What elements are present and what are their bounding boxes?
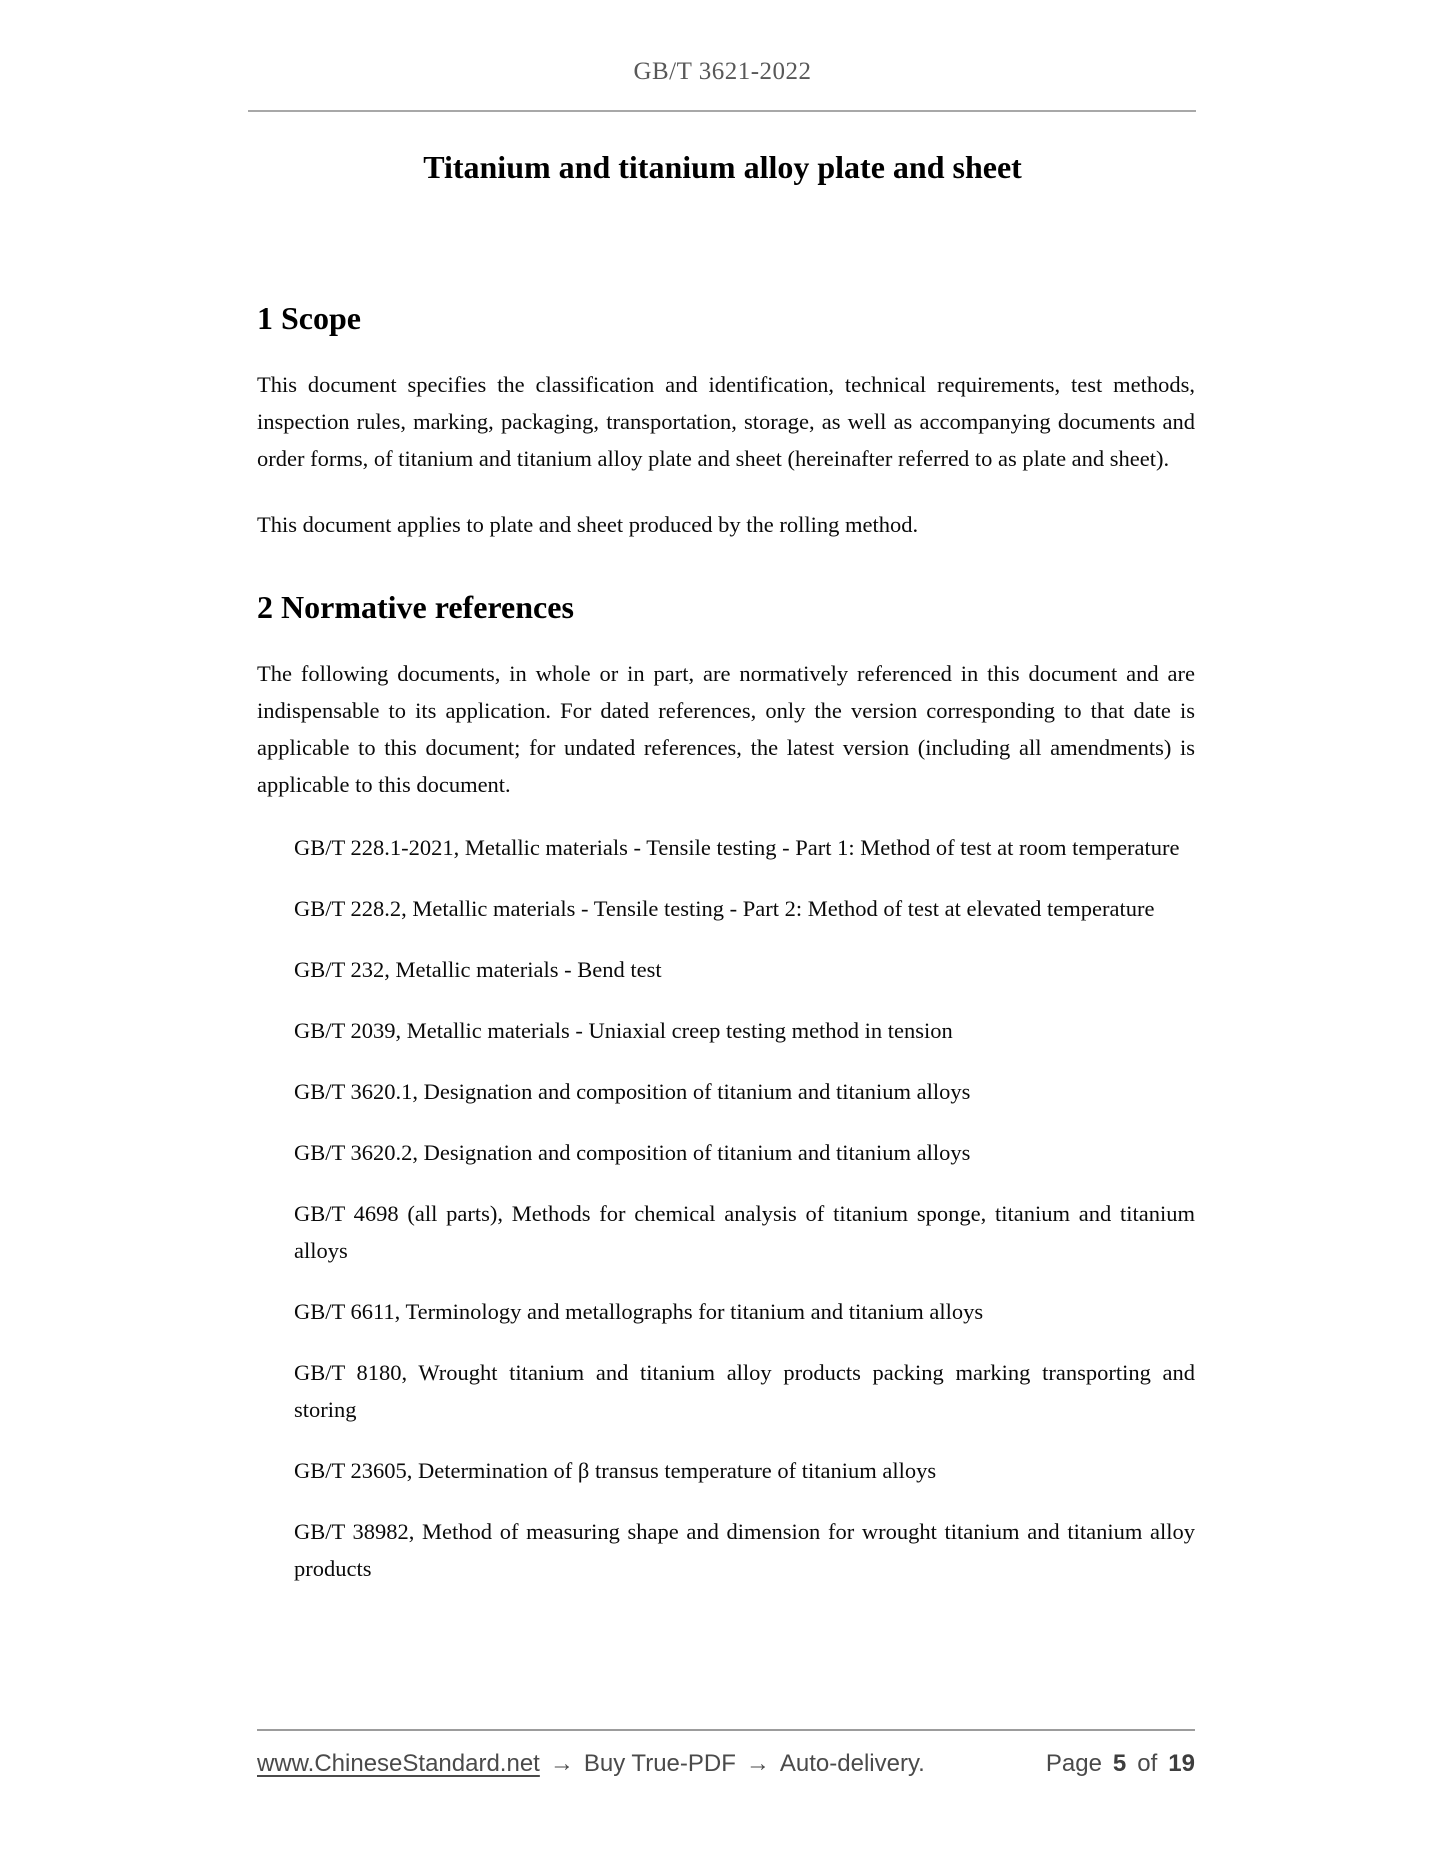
reference-item: GB/T 38982, Method of measuring shape and dimension for wrought titanium and titanium alloy products (294, 1519, 1195, 1581)
reference-item: GB/T 3620.1, Designation and composition of titanium and titanium alloys (294, 1079, 971, 1104)
page-footer (257, 1729, 1195, 1779)
footer-site-link[interactable]: www.ChineseStandard.net (257, 1750, 540, 1777)
reference-item: GB/T 4698 (all parts), Methods for chemical analysis of titanium sponge, titanium and titanium alloys (294, 1201, 1195, 1263)
footer-divider (257, 1729, 1195, 1731)
reference-item: GB/T 8180, Wrought titanium and titanium alloy products packing marking transporting and storing (294, 1360, 1195, 1422)
reference-item: GB/T 6611, Terminology and metallographs for titanium and titanium alloys (294, 1299, 984, 1324)
reference-item: GB/T 23605, Determination of β transus temperature of titanium alloys (294, 1458, 937, 1483)
scope-paragraph-2: This document applies to plate and sheet produced by the rolling method. (257, 512, 919, 537)
header-divider (248, 110, 1196, 112)
running-header-doc-code: GB/T 3621-2022 (633, 58, 812, 85)
page-label: Page (1045, 1750, 1102, 1777)
section-heading-normative-references: 2 Normative references (257, 589, 574, 625)
footer-buy-text: Buy True-PDF (583, 1750, 736, 1777)
footer-page-indicator (1046, 1749, 1195, 1779)
reference-item: GB/T 232, Metallic materials - Bend test (294, 957, 662, 982)
footer-left-group (257, 1749, 925, 1779)
document-title: Titanium and titanium alloy plate and sheet (423, 149, 1022, 185)
normative-reference-list (257, 829, 1195, 1587)
total-page-number: 19 (1168, 1750, 1195, 1777)
reference-item: GB/T 228.1-2021, Metallic materials - Tensile testing - Part 1: Method of test at room temperature (294, 835, 1180, 860)
section-heading-scope: 1 Scope (257, 300, 361, 336)
arrow-right-icon: → (549, 1750, 574, 1777)
current-page-number: 5 (1112, 1750, 1127, 1777)
arrow-right-icon: → (745, 1750, 770, 1777)
normative-intro-paragraph: The following documents, in whole or in part, are normatively referenced in this document and are indispensable to its application. For dated references, only the version corresponding to that date is applicable to this document; for undated references, the latest version (including all amendments) is applicable to this document. (257, 661, 1195, 797)
footer-delivery-text: Auto-delivery. (779, 1750, 925, 1777)
reference-item: GB/T 228.2, Metallic materials - Tensile testing - Part 2: Method of test at elevated temperature (294, 896, 1155, 921)
reference-item: GB/T 2039, Metallic materials - Uniaxial creep testing method in tension (294, 1018, 953, 1043)
of-label: of (1137, 1750, 1158, 1777)
footer-line (257, 1749, 1195, 1779)
document-body (257, 298, 1195, 1587)
scope-paragraph-1: This document specifies the classification and identification, technical requirements, test methods, inspection rules, marking, packaging, transportation, storage, as well as accompanying documents and order forms, of titanium and titanium alloy plate and sheet (hereinafter referred to as plate and sheet). (257, 372, 1195, 471)
reference-item: GB/T 3620.2, Designation and composition of titanium and titanium alloys (294, 1140, 971, 1165)
